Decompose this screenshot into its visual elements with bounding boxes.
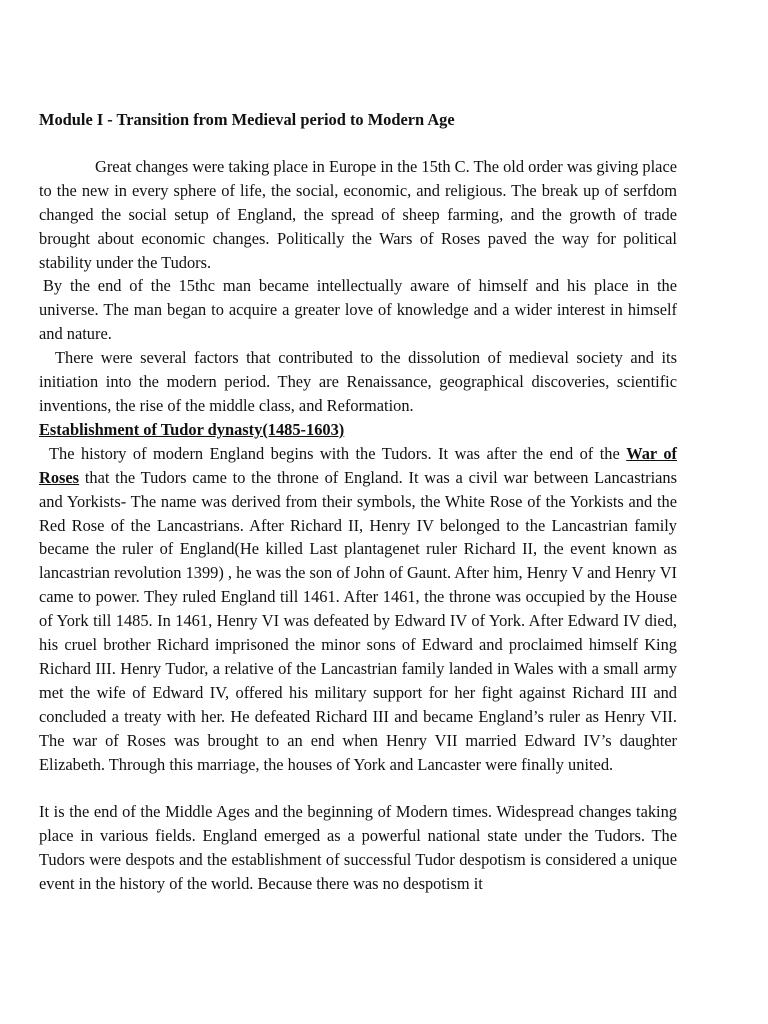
- module-title: Module I - Transition from Medieval period to Modern Age: [39, 110, 455, 129]
- paragraph-gap: [39, 776, 677, 800]
- war-of-roses-link: War of Roses: [39, 443, 677, 487]
- section-heading-tudor: Establishment of Tudor dynasty(1485-1603): [39, 419, 345, 439]
- paragraph-factors: There were several factors that contributed to the dissolution of medieval society and its initiation into the modern period. They are Renaissance, geographical discoveries, scientific inventions, the rise of the middle class, and Reformation.: [39, 348, 677, 415]
- paragraph-tudor-history: [39, 442, 677, 777]
- tudor-text-start: The history of modern England begins with the Tudors. It was after the end of the: [49, 443, 627, 463]
- paragraph-modern-times: It is the end of the Middle Ages and the beginning of Modern times. Widespread changes taking place in various fields. England emerged as a powerful national state under the Tudors. The Tudors were despots and the establishment of successful Tudor despotism is considered a unique event in the history of the world. Because there was no despotism it: [39, 802, 677, 894]
- paragraph-intellectual: By the end of the 15thc man became intellectually aware of himself and his place in the universe. The man began to acquire a greater love of knowledge and a wider interest in himself and nature.: [39, 276, 677, 344]
- paragraph-intro: Great changes were taking place in Europe in the 15th C. The old order was giving place to the new in every sphere of life, the social, economic, and religious. The break up of serfdom changed the social setup of England, the spread of sheep farming, and the growth of trade brought about economic changes. Politically the Wars of Roses paved the way for political stability under the Tudors.: [39, 156, 677, 272]
- tudor-text-rest: that the Tudors came to the throne of England. It was a civil war between Lancastrians and Yorkists- The name was derived from their symbols, the White Rose of the Yorkists and the Red Rose of the Lancastrians. After Richard II, Henry IV belonged to the Lancastrian family became the ruler of England(He killed Last plantagenet ruler Richard II, the event known as lancastrian revolution 1399) , he was the son of John of Gaunt. After him, Henry V and Henry VI came to power. They ruled England till 1461. After 1461, the throne was occupied by the House of York till 1485. In 1461, Henry VI was defeated by Edward IV of York. After Edward IV died, his cruel brother Richard imprisoned the minor sons of Edward and proclaimed himself King Richard III. Henry Tudor, a relative of the Lancastrian family landed in Wales with a small army met the wife of Edward IV, offered his military support for her fight against Richard III and concluded a treaty with her. He defeated Richard III and became England’s ruler as Henry VII. The war of Roses was brought to an end when Henry VII married Edward IV’s daughter Elizabeth. Through this marriage, the houses of York and Lancaster were finally united.: [39, 467, 677, 774]
- document-page: [39, 108, 677, 896]
